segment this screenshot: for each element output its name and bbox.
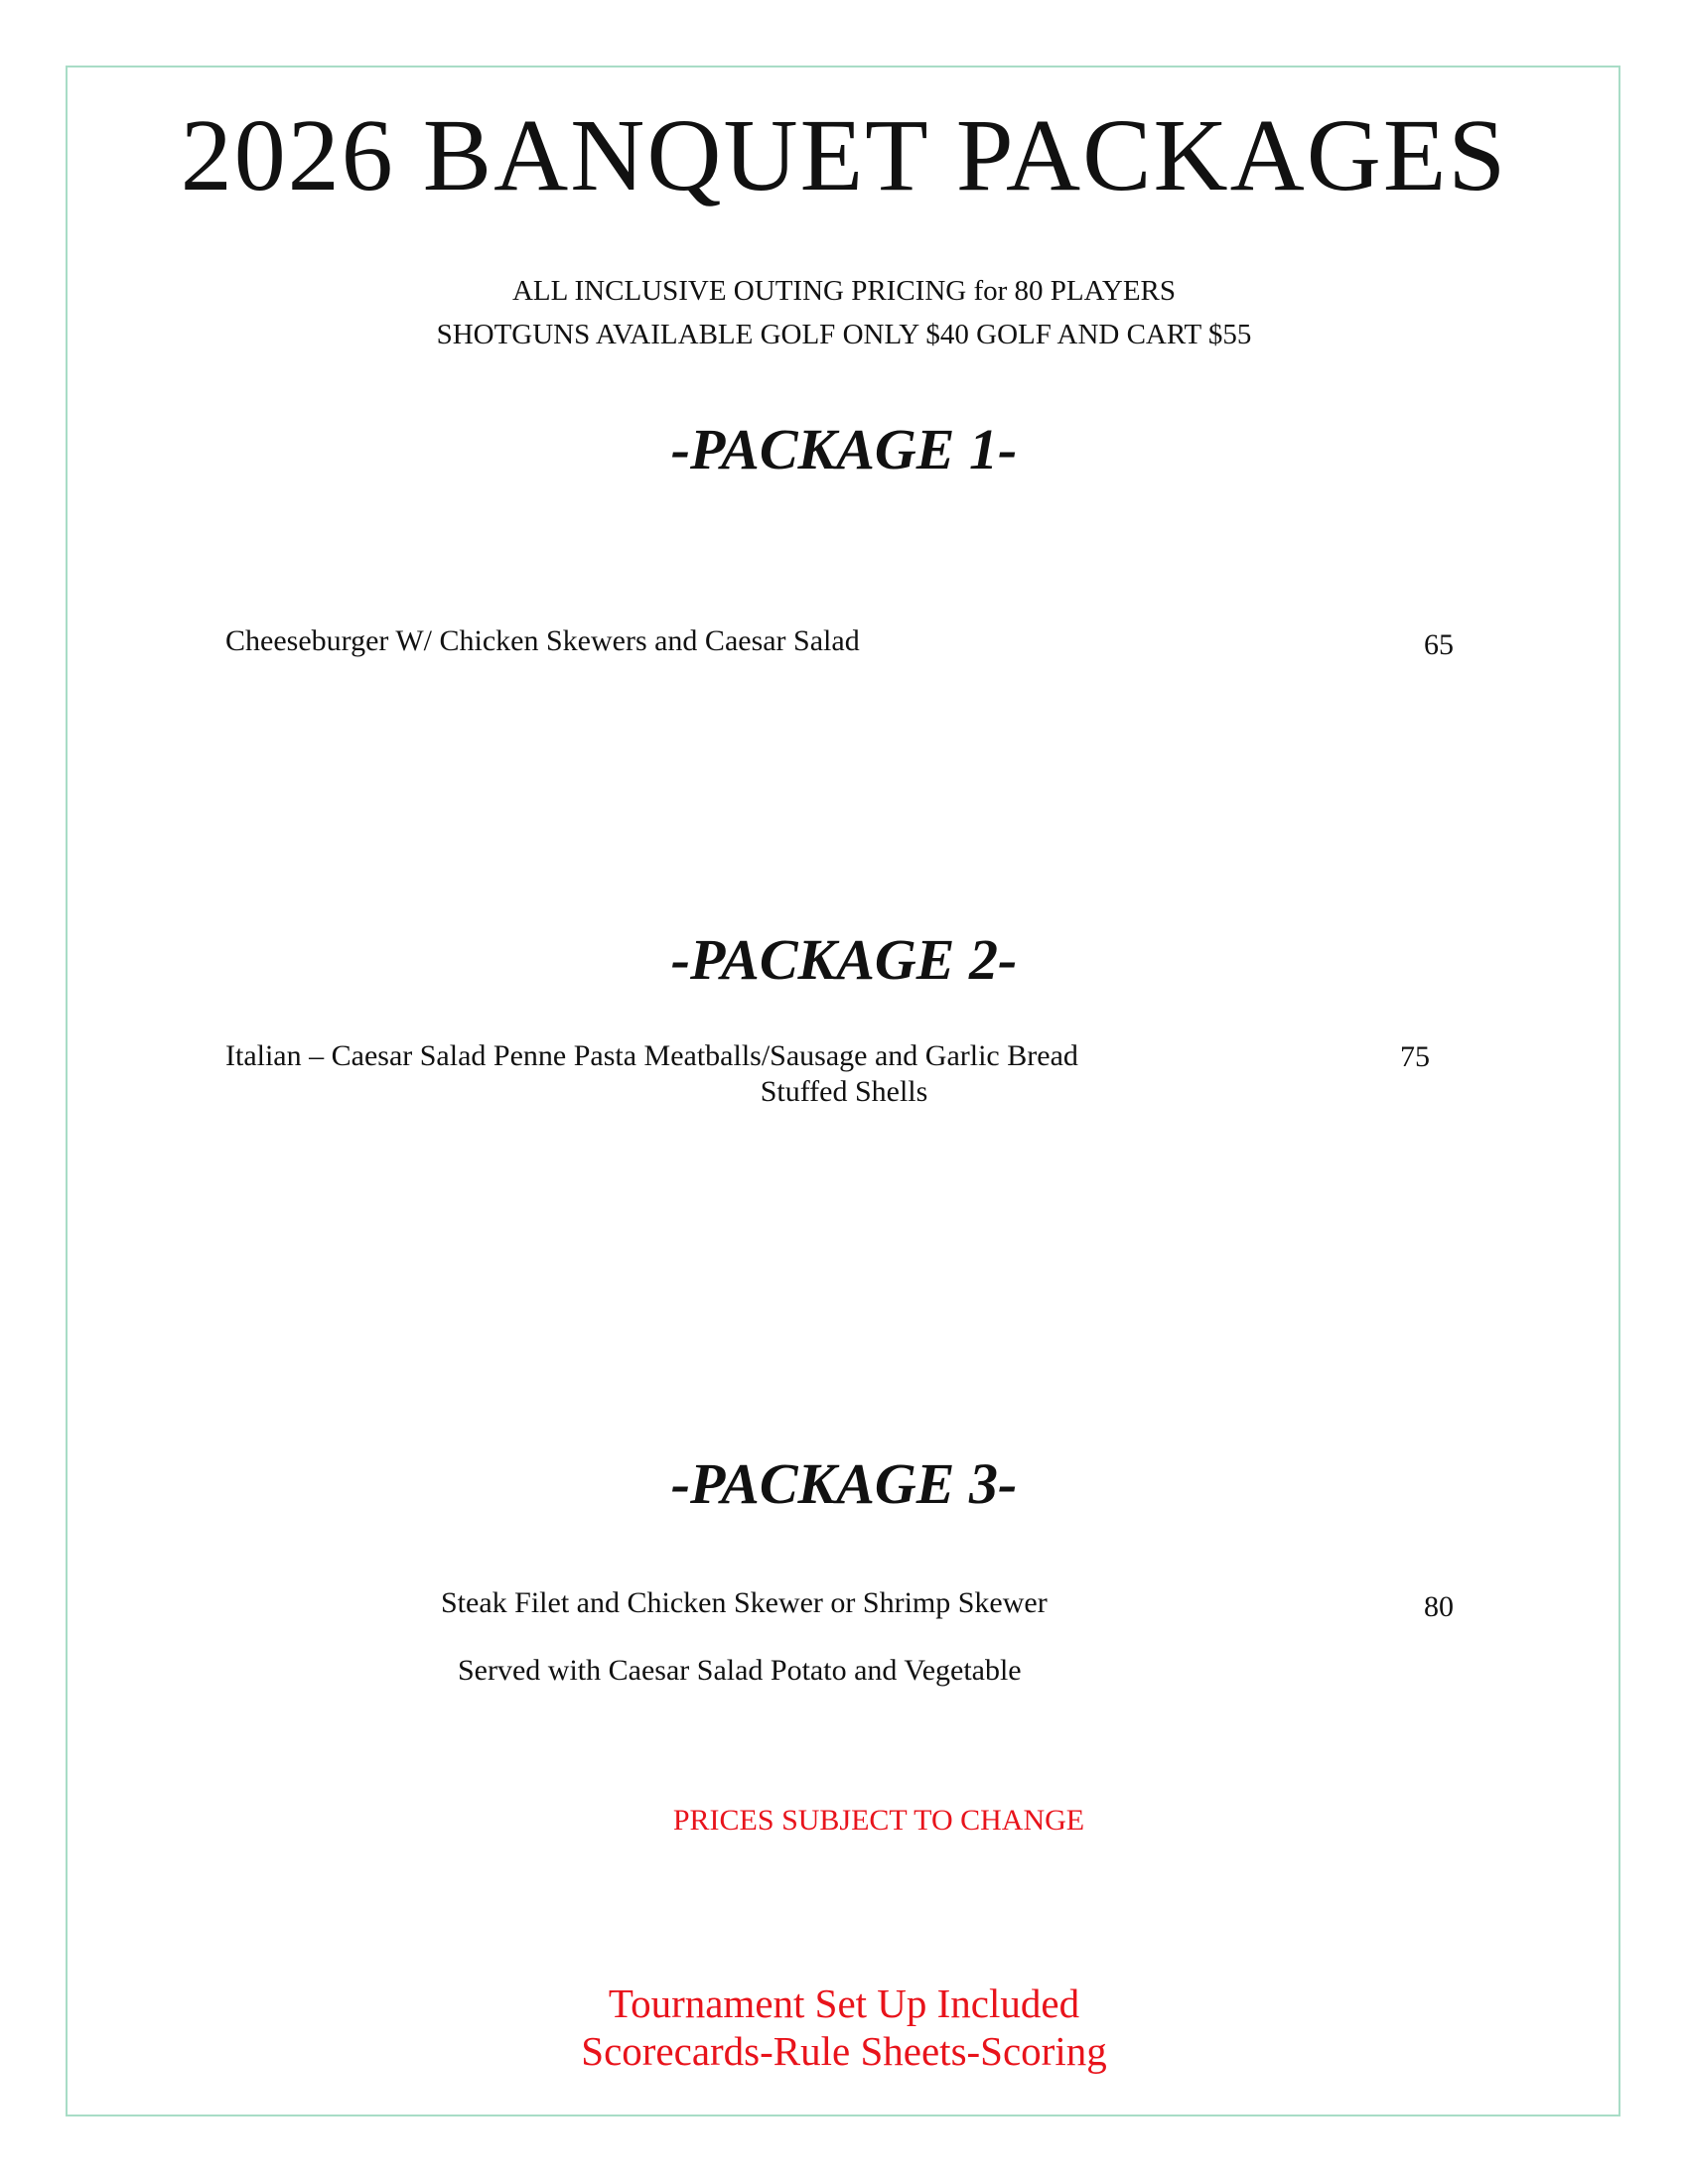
subtitle-shotguns: SHOTGUNS AVAILABLE GOLF ONLY $40 GOLF AND CART $55: [436, 319, 1252, 350]
package-2-heading: -PACKAGE 2-: [670, 927, 1018, 992]
package-3-item: Steak Filet and Chicken Skewer or Shrimp Skewer: [441, 1586, 1048, 1619]
package-2-item: Italian – Caesar Salad Penne Pasta Meatballs/Sausage and Garlic Bread: [225, 1039, 1078, 1072]
subtitle-pricing: ALL INCLUSIVE OUTING PRICING for 80 PLAYERS: [511, 275, 1177, 307]
package-2-item-extra: Stuffed Shells: [760, 1075, 928, 1108]
footer-scorecards: Scorecards-Rule Sheets-Scoring: [581, 2028, 1107, 2074]
package-3-item-served: Served with Caesar Salad Potato and Vegetable: [458, 1654, 1022, 1687]
page-title: 2026 BANQUET PACKAGES: [180, 98, 1508, 212]
package-1-price: 65: [1424, 628, 1454, 661]
package-1-heading: -PACKAGE 1-: [670, 417, 1018, 481]
package-3-heading: -PACKAGE 3-: [670, 1451, 1018, 1516]
package-1-item: Cheeseburger W/ Chicken Skewers and Caesar Salad: [225, 624, 860, 657]
footer-setup: Tournament Set Up Included: [608, 1980, 1080, 2026]
package-3-price: 80: [1424, 1590, 1454, 1623]
package-2-price: 75: [1400, 1040, 1430, 1073]
prices-notice: PRICES SUBJECT TO CHANGE: [672, 1804, 1085, 1837]
